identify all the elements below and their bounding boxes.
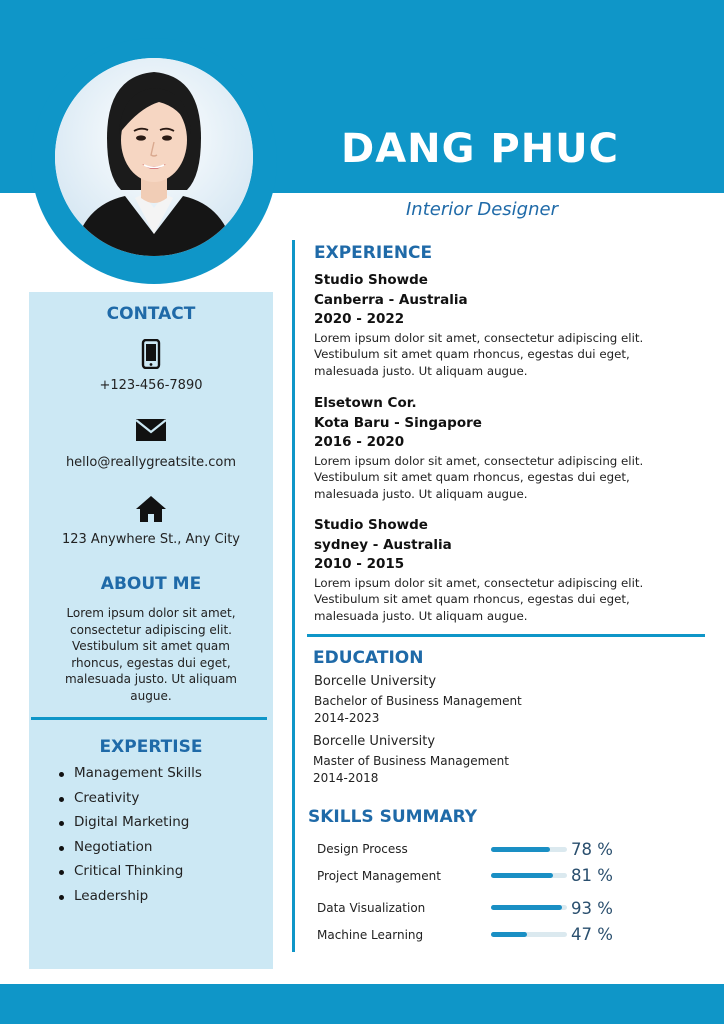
- description: Lorem ipsum dolor sit amet, consectetur adipiscing elit. Vestibulum sit amet quam rhoncus, egestas dui eget, malesuada justo. Ut aliquam augue.: [314, 453, 644, 501]
- years: 2020 - 2022: [314, 311, 405, 327]
- company: Studio Showde: [314, 517, 428, 533]
- skill-bar-track: [491, 847, 567, 852]
- job-title: Interior Designer: [405, 199, 558, 220]
- company: Elsetown Cor.: [314, 395, 417, 411]
- list-item: Management Skills: [57, 765, 202, 790]
- list-item: Creativity: [57, 790, 202, 815]
- skills-heading: SKILLS SUMMARY: [308, 807, 478, 827]
- expertise-heading: EXPERTISE: [99, 737, 203, 757]
- experience-entry: [314, 394, 674, 502]
- education-entry: [313, 733, 673, 786]
- expertise-list: [57, 765, 202, 912]
- skill-bar-fill: [491, 847, 550, 852]
- company: Studio Showde: [314, 272, 428, 288]
- skill-name: Project Management: [317, 869, 441, 883]
- skill-name: Design Process: [317, 842, 408, 856]
- list-item: Digital Marketing: [57, 814, 202, 839]
- experience-heading: EXPERIENCE: [314, 243, 433, 263]
- skill-percent: 93 %: [571, 899, 613, 918]
- profile-photo: [55, 58, 253, 256]
- address: 123 Anywhere St., Any City: [61, 532, 240, 547]
- phone-icon: [131, 338, 171, 370]
- location: sydney - Australia: [314, 536, 452, 553]
- years: 2016 - 2020: [314, 434, 405, 450]
- location: Kota Baru - Singapore: [314, 414, 482, 431]
- sidebar-divider: [31, 717, 267, 720]
- skill-percent: 78 %: [571, 840, 613, 859]
- email-address: hello@reallygreatsite.com: [65, 455, 237, 470]
- education-heading: EDUCATION: [313, 648, 424, 668]
- skill-percent: 47 %: [571, 925, 613, 944]
- years: 2014-2018: [313, 771, 379, 785]
- section-divider: [307, 634, 705, 637]
- list-item: Negotiation: [57, 839, 202, 864]
- about-heading: ABOUT ME: [100, 574, 202, 594]
- skill-percent: 81 %: [571, 866, 613, 885]
- school: Borcelle University: [314, 674, 437, 689]
- list-item: Critical Thinking: [57, 863, 202, 888]
- skill-bar-track: [491, 873, 567, 878]
- experience-entry: [314, 271, 674, 379]
- list-item: Leadership: [57, 888, 202, 913]
- skill-bar-track: [491, 905, 567, 910]
- education-entry: [314, 673, 674, 726]
- footer-band: [0, 984, 724, 1024]
- description: Lorem ipsum dolor sit amet, consectetur adipiscing elit. Vestibulum sit amet quam rhoncus, egestas dui eget, malesuada justo. Ut aliquam augue.: [314, 330, 644, 378]
- person-name: DANG PHUC: [340, 126, 620, 172]
- years: 2010 - 2015: [314, 556, 405, 572]
- skill-name: Machine Learning: [317, 928, 424, 942]
- sidebar: [29, 292, 273, 969]
- degree: Bachelor of Business Management: [314, 694, 522, 708]
- phone-number: +123-456-7890: [99, 378, 203, 393]
- years: 2014-2023: [314, 711, 380, 725]
- mail-icon: [131, 414, 171, 446]
- school: Borcelle University: [313, 734, 436, 749]
- skill-bar-track: [491, 932, 567, 937]
- contact-heading: CONTACT: [106, 304, 196, 324]
- location: Canberra - Australia: [314, 291, 468, 308]
- portrait-illustration: [55, 58, 253, 256]
- experience-entry: [314, 516, 674, 624]
- description: Lorem ipsum dolor sit amet, consectetur adipiscing elit. Vestibulum sit amet quam rhoncus, egestas dui eget, malesuada justo. Ut aliquam augue.: [314, 575, 644, 623]
- degree: Master of Business Management: [313, 754, 509, 768]
- about-text: Lorem ipsum dolor sit amet, consectetur adipiscing elit. Vestibulum sit amet quam rhoncus, egestas dui eget, malesuada justo. Ut aliquam augue.: [64, 606, 237, 703]
- skill-bar-fill: [491, 905, 562, 910]
- skill-name: Data Visualization: [317, 901, 426, 915]
- home-icon: [131, 493, 171, 525]
- skill-bar-fill: [491, 932, 527, 937]
- vertical-divider: [292, 240, 295, 952]
- skill-bar-fill: [491, 873, 553, 878]
